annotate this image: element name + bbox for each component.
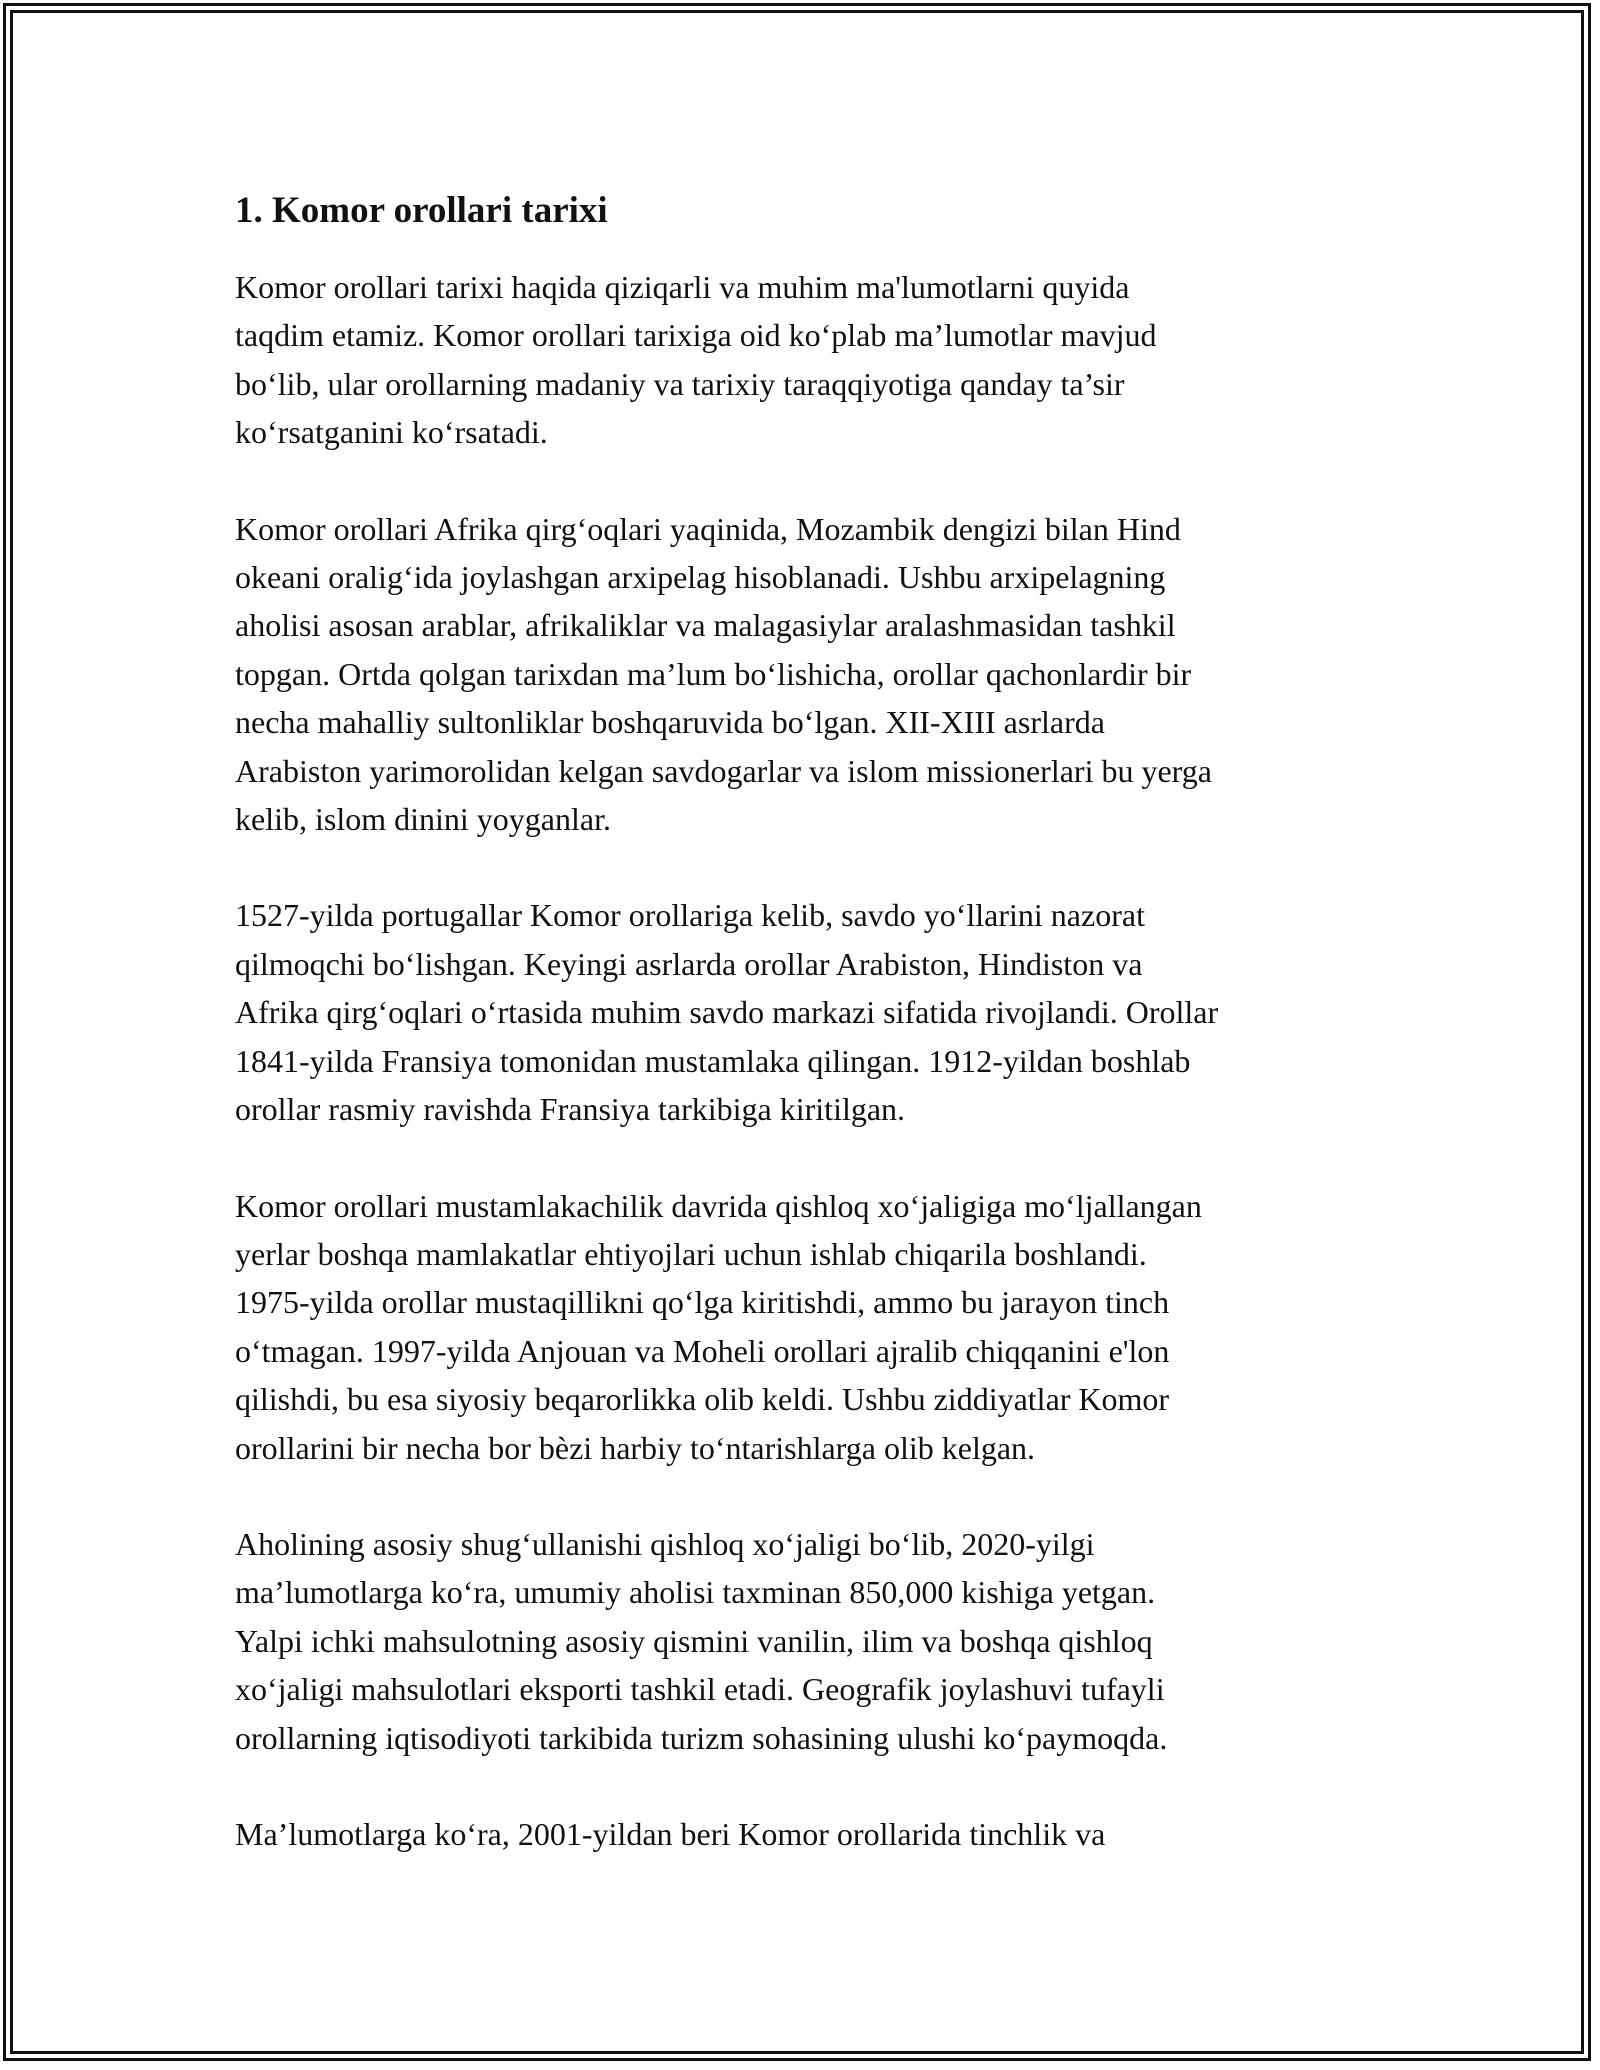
text-line: topgan. Ortda qolgan tarixdan ma’lum bo‘lishicha, orollar qachonlardir bir: [235, 655, 1192, 692]
text-line: Aholining asosiy shug‘ullanishi qishloq xo‘jaligi bo‘lib, 2020-yilgi: [235, 1525, 1095, 1562]
paragraph-5: [235, 1520, 1375, 1762]
text-line: 1527-yilda portugallar Komor orollariga kelib, savdo yo‘llarini nazorat: [235, 897, 1145, 934]
text-line: Ma’lumotlarga ko‘ra, 2001-yildan beri Komor orollarida tinchlik va: [235, 1815, 1106, 1852]
text-line: aholisi asosan arablar, afrikaliklar va malagasiylar aralashmasidan tashkil: [235, 607, 1176, 644]
text-line: orollarning iqtisodiyoti tarkibida turizm sohasining ulushi ko‘paymoqda.: [235, 1719, 1168, 1756]
text-line: kelib, islom dinini yoyganlar.: [235, 801, 611, 838]
text-line: necha mahalliy sultonliklar boshqaruvida bo‘lgan. XII-XIII asrlarda: [235, 704, 1105, 741]
paragraph-6: [235, 1810, 1375, 1858]
text-line: orollar rasmiy ravishda Fransiya tarkibiga kiritilgan.: [235, 1091, 906, 1128]
text-line: Yalpi ichki mahsulotning asosiy qismini vanilin, ilim va boshqa qishloq: [235, 1622, 1153, 1659]
text-line: orollarini bir necha bor bèzi harbiy to‘ntarishlarga olib kelgan.: [235, 1429, 1036, 1466]
text-line: taqdim etamiz. Komor orollari tarixiga oid ko‘plab ma’lumotlar mavjud: [235, 317, 1157, 354]
paragraph-3: [235, 891, 1375, 1133]
paragraph-2: [235, 505, 1375, 844]
text-line: yerlar boshqa mamlakatlar ehtiyojlari uchun ishlab chiqarila boshlandi.: [235, 1235, 1147, 1272]
text-line: xo‘jaligi mahsulotlari eksporti tashkil etadi. Geografik joylashuvi tufayli: [235, 1671, 1165, 1708]
text-line: okeani oralig‘ida joylashgan arxipelag hisoblanadi. Ushbu arxipelagning: [235, 559, 1166, 596]
document-body: [235, 185, 1375, 1906]
text-line: Arabiston yarimorolidan kelgan savdogarlar va islom missionerlari bu yerga: [235, 752, 1212, 789]
text-line: ko‘rsatganini ko‘rsatadi.: [235, 414, 548, 451]
paragraph-1: [235, 263, 1375, 457]
text-line: Komor orollari Afrika qirg‘oqlari yaqinida, Mozambik dengizi bilan Hind: [235, 510, 1181, 547]
text-line: 1841-yilda Fransiya tomonidan mustamlaka qilingan. 1912-yildan boshlab: [235, 1042, 1191, 1079]
text-line: qilmoqchi bo‘lishgan. Keyingi asrlarda orollar Arabiston, Hindiston va: [235, 945, 1143, 982]
paragraph-4: [235, 1182, 1375, 1472]
text-line: Komor orollari tarixi haqida qiziqarli va muhim ma'lumotlarni quyida: [235, 269, 1130, 305]
text-line: qilishdi, bu esa siyosiy beqarorlikka olib keldi. Ushbu ziddiyatlar Komor: [235, 1381, 1170, 1418]
section-heading: 1. Komor orollari tarixi: [235, 190, 608, 231]
text-line: o‘tmagan. 1997-yilda Anjouan va Moheli orollari ajralib chiqqanini e'lon: [235, 1332, 1170, 1369]
text-line: ma’lumotlarga ko‘ra, umumiy aholisi taxminan 850,000 kishiga yetgan.: [235, 1574, 1156, 1611]
text-line: bo‘lib, ular orollarning madaniy va tarixiy taraqqiyotiga qanday ta’sir: [235, 365, 1125, 402]
text-line: 1975-yilda orollar mustaqillikni qo‘lga kiritishdi, ammo bu jarayon tinch: [235, 1284, 1170, 1321]
text-line: Komor orollari mustamlakachilik davrida qishloq xo‘jaligiga mo‘ljallangan: [235, 1187, 1202, 1224]
text-line: Afrika qirg‘oqlari o‘rtasida muhim savdo markazi sifatida rivojlandi. Orollar: [235, 994, 1219, 1031]
